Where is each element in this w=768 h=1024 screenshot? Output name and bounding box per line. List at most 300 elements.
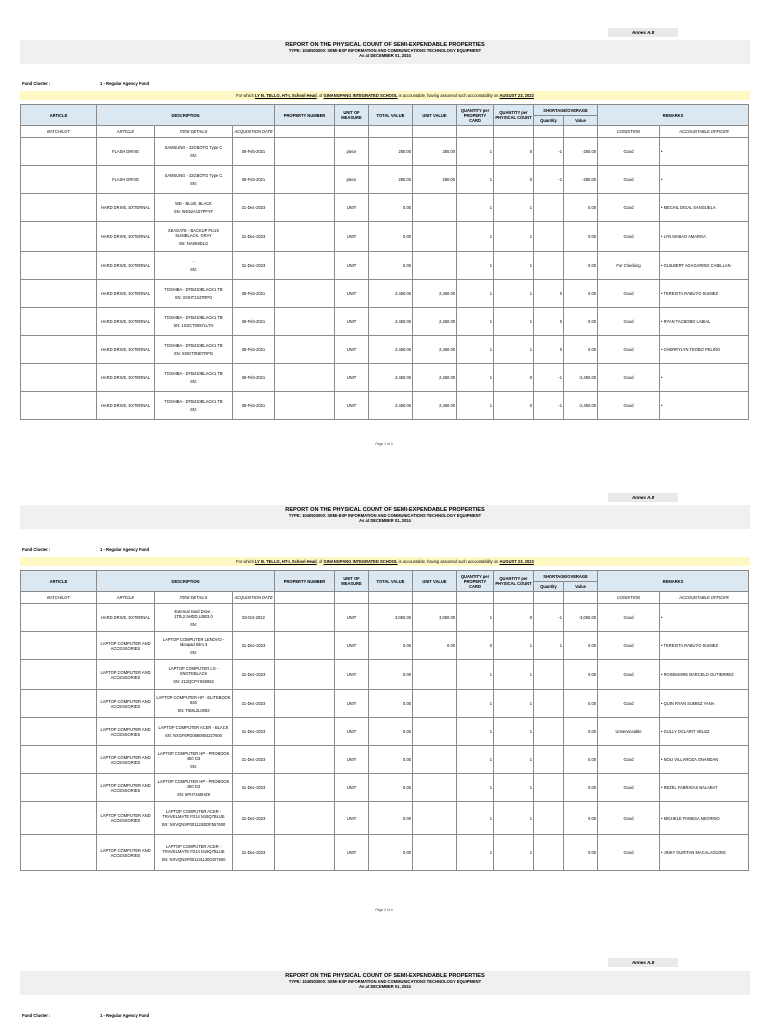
unit-cell: UNIT — [335, 222, 369, 252]
unit-value-cell — [413, 222, 457, 252]
condition-cell: Good — [598, 835, 660, 871]
shortage-qty-cell: 0 — [534, 308, 564, 336]
total-value-cell: 0.00 — [369, 746, 413, 774]
report-header — [20, 40, 750, 64]
shortage-qty-cell: -1 — [534, 392, 564, 420]
report-type: TYPE: 1040503000: SEMI-EXP INFORMATION AND COMMUNICATIONS TECHNOLOGY EQUIPMENT — [288, 513, 482, 518]
shortage-value-cell: -280.00 — [564, 138, 598, 166]
item-details-cell — [155, 746, 233, 774]
col-header-unit-of-measure: UNIT OF MEASURE — [335, 105, 369, 126]
condition-cell: Good — [598, 222, 660, 252]
qty-physical-cell: 1 — [494, 802, 534, 835]
shortage-value-cell: 0.00 — [564, 746, 598, 774]
qty-card-cell: 1 — [457, 690, 494, 718]
condition-cell: Good — [598, 194, 660, 222]
qty-physical-cell: 1 — [494, 280, 534, 308]
col-header-unit-value: UNIT VALUE — [413, 571, 457, 592]
item-name: TOSHIBA - DTB410BLACK1 TB — [164, 343, 223, 348]
article-cell: LAPTOP COMPUTER AND ACCESSORIES — [97, 802, 155, 835]
accountable-officer-cell: • — [660, 166, 749, 194]
qty-physical-cell: 1 — [494, 690, 534, 718]
page-footer: Page 1 of 4 — [375, 442, 393, 446]
item-details-cell — [155, 308, 233, 336]
qty-card-cell: 1 — [457, 392, 494, 420]
condition-cell: Good — [598, 280, 660, 308]
report-date: As at DECEMBER 01, 2024 — [359, 984, 411, 989]
unit-cell: UNIT — [335, 336, 369, 364]
article-cell: HARD DRIVE, EXTERNAL — [97, 308, 155, 336]
col-header-condition: CONDITION — [598, 592, 660, 604]
shortage-qty-cell: -1 — [534, 166, 564, 194]
article-cell: FLASH DRIVE — [97, 166, 155, 194]
shortage-qty-cell — [534, 802, 564, 835]
shortage-qty-cell — [534, 690, 564, 718]
qty-physical-cell: 0 — [494, 392, 534, 420]
acquisition-date-cell: 31-Dec-2023 — [233, 835, 275, 871]
shortage-qty-cell — [534, 718, 564, 746]
property-number-cell — [275, 660, 335, 690]
school-name: GINANGPANG INTEGRATED SCHOOL — [323, 559, 398, 564]
batch-lot-cell — [21, 690, 97, 718]
qty-physical-cell: 1 — [494, 660, 534, 690]
school-name: GINANGPANG INTEGRATED SCHOOL — [323, 93, 398, 98]
qty-physical-cell: 1 — [494, 336, 534, 364]
total-value-cell: 0.00 — [369, 252, 413, 280]
property-number-cell — [275, 604, 335, 632]
serial-number: SN: 212QCPYS56952 — [173, 678, 214, 684]
unit-cell: piece — [335, 138, 369, 166]
item-name: LAPTOP COMPUTER LG - XNOTEBLACK — [168, 665, 219, 676]
shortage-value-cell: 0.00 — [564, 660, 598, 690]
col-header-condition: CONDITION — [598, 126, 660, 138]
total-value-cell: 0.00 — [369, 718, 413, 746]
unit-cell: UNIT — [335, 252, 369, 280]
article-cell: HARD DRIVE, EXTERNAL — [97, 364, 155, 392]
unit-value-cell: 2,450.00 — [413, 364, 457, 392]
col-header-shortage-quantity: Quantity — [534, 582, 564, 592]
unit-cell: UNIT — [335, 660, 369, 690]
condition-cell: Unserviceable — [598, 718, 660, 746]
shortage-qty-cell — [534, 835, 564, 871]
serial-number: SN: T5ML2L0083 — [177, 707, 210, 713]
condition-cell: Good — [598, 166, 660, 194]
qty-physical-cell: 1 — [494, 774, 534, 802]
total-value-cell: 280.00 — [369, 166, 413, 194]
serial-number: SN: — [190, 649, 197, 655]
total-value-cell: 0.00 — [369, 802, 413, 835]
accountable-officer-cell: • — [660, 138, 749, 166]
shortage-value-cell: -3,050.00 — [564, 604, 598, 632]
batch-lot-cell — [21, 166, 97, 194]
serial-number: SN: NXGF6PD0880904227600 — [165, 733, 222, 738]
qty-physical-cell: 0 — [494, 138, 534, 166]
shortage-value-cell: -2,450.00 — [564, 392, 598, 420]
qty-card-cell: 1 — [457, 280, 494, 308]
annex-label: Annex A.8 — [608, 958, 678, 967]
col-header-item-details: ITEM DETAILS — [155, 592, 233, 604]
serial-number: SN: X0IHT1347RPG — [174, 295, 213, 300]
batch-lot-cell — [21, 604, 97, 632]
table-row — [21, 194, 749, 222]
unit-value-cell: 0.00 — [413, 632, 457, 660]
item-name: LAPTOP COMPUTER HP - PROBOOK 450 G3 — [157, 778, 230, 789]
shortage-qty-cell — [534, 194, 564, 222]
serial-number: SN: 5PH7160HZ9 — [177, 791, 210, 797]
property-number-cell — [275, 835, 335, 871]
accountable-officer-cell: • REZEL FABRIGAS BALABAT — [660, 774, 749, 802]
table-row — [21, 604, 749, 632]
qty-physical-cell: 1 — [494, 746, 534, 774]
item-details-cell — [155, 660, 233, 690]
condition-cell: Good — [598, 660, 660, 690]
item-name: LAPTOP COMPUTER HP - ELITEBOOK 840 — [156, 694, 231, 705]
article-cell: HARD DRIVE, EXTERNAL — [97, 604, 155, 632]
property-number-cell — [275, 718, 335, 746]
condition-cell: Good — [598, 774, 660, 802]
unit-value-cell: 2,450.00 — [413, 392, 457, 420]
col-header-description: DESCRIPTION — [97, 105, 275, 126]
report-title: REPORT ON THE PHYSICAL COUNT OF SEMI-EXPENDABLE PROPERTIES — [285, 973, 485, 979]
property-number-cell — [275, 746, 335, 774]
batch-lot-cell — [21, 138, 97, 166]
col-header-unit-value: UNIT VALUE — [413, 105, 457, 126]
batch-lot-cell — [21, 718, 97, 746]
total-value-cell: 280.00 — [369, 138, 413, 166]
acquisition-date-cell: 31-Dec-2023 — [233, 802, 275, 835]
col-header-acquisition-date: ACQUISITION DATE — [233, 592, 275, 604]
table-row — [21, 336, 749, 364]
article-cell: HARD DRIVE, EXTERNAL — [97, 194, 155, 222]
batch-lot-cell — [21, 802, 97, 835]
acquisition-date-cell: 31-Dec-2023 — [233, 222, 275, 252]
shortage-qty-cell — [534, 222, 564, 252]
item-details-cell — [155, 604, 233, 632]
total-value-cell: 0.00 — [369, 774, 413, 802]
acquisition-date-cell: 31-Dec-2023 — [233, 660, 275, 690]
acquisition-date-cell: 08-Feb-2021 — [233, 336, 275, 364]
item-details-cell — [155, 392, 233, 420]
acquisition-date-cell: 31-Dec-2023 — [233, 194, 275, 222]
table-row — [21, 746, 749, 774]
acquisition-date-cell: 31-Dec-2023 — [233, 718, 275, 746]
item-details-cell — [155, 364, 233, 392]
unit-value-cell — [413, 690, 457, 718]
batch-lot-cell — [21, 308, 97, 336]
item-details-cell — [155, 252, 233, 280]
item-details-cell — [155, 336, 233, 364]
qty-physical-cell: 0 — [494, 364, 534, 392]
acquisition-date-cell: 31-Dec-2023 — [233, 774, 275, 802]
property-number-cell — [275, 222, 335, 252]
unit-value-cell: 2,450.00 — [413, 280, 457, 308]
report-type: TYPE: 1040503000: SEMI-EXP INFORMATION AND COMMUNICATIONS TECHNOLOGY EQUIPMENT — [288, 48, 482, 53]
unit-cell: piece — [335, 166, 369, 194]
total-value-cell: 2,450.00 — [369, 364, 413, 392]
accountable-officer-cell: • LYN MABAO AMARGA — [660, 222, 749, 252]
property-number-cell — [275, 194, 335, 222]
accountable-officer-cell: • GULLY OCLARIT VELEZ — [660, 718, 749, 746]
col-header-article-sub: ARTICLE — [97, 592, 155, 604]
batch-lot-cell — [21, 336, 97, 364]
report-table — [20, 570, 749, 871]
accountable-officer-cell: • — [660, 392, 749, 420]
article-cell: LAPTOP COMPUTER AND ACCESSORIES — [97, 690, 155, 718]
col-header-batch-lot: BATCH/LOT — [21, 592, 97, 604]
article-cell: HARD DRIVE, EXTERNAL — [97, 392, 155, 420]
accountable-officer-cell: • MICHELE PAMESA NEGRINO — [660, 802, 749, 835]
item-name: LAPTOP COMPUTER ACER - TRAVELMATE P214 N19Q7BLUE — [162, 843, 225, 854]
batch-lot-cell — [21, 660, 97, 690]
total-value-cell: 2,450.00 — [369, 392, 413, 420]
shortage-qty-cell — [534, 746, 564, 774]
qty-card-cell: 1 — [457, 835, 494, 871]
total-value-cell: 0.00 — [369, 660, 413, 690]
unit-cell: UNIT — [335, 835, 369, 871]
batch-lot-cell — [21, 632, 97, 660]
total-value-cell: 0.00 — [369, 194, 413, 222]
total-value-cell: 0.00 — [369, 835, 413, 871]
item-name: SEAGATE - BACKUP PLUS SLIMBLACK, GRAY — [167, 227, 220, 238]
item-details-cell — [155, 194, 233, 222]
article-cell: LAPTOP COMPUTER AND ACCESSORIES — [97, 746, 155, 774]
table-row — [21, 364, 749, 392]
article-cell: FLASH DRIVE — [97, 138, 155, 166]
property-number-cell — [275, 774, 335, 802]
condition-cell: Good — [598, 802, 660, 835]
item-name: TOSHIBA - DTB410BLACK1 TB — [164, 399, 223, 404]
col-header-shortage-overage: SHORTAGE/OVERAGE — [534, 571, 598, 582]
col-header-article: ARTICLE — [21, 571, 97, 592]
property-number-cell — [275, 252, 335, 280]
serial-number: SN: — [190, 379, 197, 384]
batch-lot-cell — [21, 280, 97, 308]
unit-value-cell: 2,450.00 — [413, 336, 457, 364]
shortage-value-cell: 0.00 — [564, 835, 598, 871]
col-header-unit-of-measure: UNIT OF MEASURE — [335, 571, 369, 592]
table-row — [21, 392, 749, 420]
total-value-cell: 2,450.00 — [369, 280, 413, 308]
item-name: - — [192, 259, 195, 264]
col-header-accountable-officer: ACCOUNTABLE OFFICER — [660, 592, 749, 604]
condition-cell: Good — [598, 604, 660, 632]
col-header-qty-property-card: QUANTITY per PROPERTY CARD — [457, 105, 494, 126]
condition-cell: Good — [598, 364, 660, 392]
col-header-qty-physical-count: QUANTITY per PHYSICAL COUNT — [494, 105, 534, 126]
item-details-cell — [155, 690, 233, 718]
item-details-cell — [155, 835, 233, 871]
item-details-cell — [155, 802, 233, 835]
accountable-officer-cell: • — [660, 604, 749, 632]
item-name: SAMSUNG - 32GBOTG Type C — [164, 173, 223, 178]
qty-physical-cell: 1 — [494, 308, 534, 336]
unit-cell: UNIT — [335, 280, 369, 308]
property-number-cell — [275, 364, 335, 392]
accountable-officer-cell: • TERESITA RABUYO SUMIEZ — [660, 632, 749, 660]
shortage-qty-cell: 0 — [534, 280, 564, 308]
item-name: TOSHIBA - DTB410BLACK1 TB — [164, 315, 223, 320]
item-details-cell — [155, 774, 233, 802]
accountability-statement: For which LY B. TELLO, HT-I, School Head, of GINANGPANG INTEGRATED SCHOOL is accountable, having assumed such accountability on AUGUST 23, 2022 — [20, 91, 750, 100]
unit-cell: UNIT — [335, 632, 369, 660]
property-number-cell — [275, 308, 335, 336]
qty-card-cell: 1 — [457, 718, 494, 746]
accountable-officer-cell: • NOLI VILLAROZA ONANDAN — [660, 746, 749, 774]
qty-physical-cell: 1 — [494, 194, 534, 222]
table-row — [21, 280, 749, 308]
qty-physical-cell: 1 — [494, 632, 534, 660]
unit-cell: UNIT — [335, 746, 369, 774]
property-number-cell — [275, 166, 335, 194]
item-name: LAPTOP COMPUTER ACER - BLACK — [158, 725, 229, 730]
article-cell: LAPTOP COMPUTER AND ACCESSORIES — [97, 835, 155, 871]
shortage-value-cell: 0.00 — [564, 308, 598, 336]
property-number-cell — [275, 280, 335, 308]
col-header-description: DESCRIPTION — [97, 571, 275, 592]
serial-number: SN: WX52A107PFYF — [173, 209, 214, 214]
table-row — [21, 308, 749, 336]
condition-cell: Good — [598, 138, 660, 166]
acquisition-date-cell: 03-Oct-2022 — [233, 604, 275, 632]
unit-value-cell — [413, 660, 457, 690]
shortage-value-cell: 0.00 — [564, 336, 598, 364]
unit-value-cell: 280.00 — [413, 166, 457, 194]
shortage-qty-cell: -1 — [534, 604, 564, 632]
annex-label: Annex A.8 — [608, 28, 678, 37]
qty-card-cell: 0 — [457, 632, 494, 660]
report-type: TYPE: 1040503000: SEMI-EXP INFORMATION AND COMMUNICATIONS TECHNOLOGY EQUIPMENT — [288, 979, 482, 984]
unit-cell: UNIT — [335, 194, 369, 222]
unit-value-cell: 280.00 — [413, 138, 457, 166]
col-header-property-number: PROPERTY NUMBER — [275, 105, 335, 126]
shortage-qty-cell: -1 — [534, 138, 564, 166]
col-header-shortage-overage: SHORTAGE/OVERAGE — [534, 105, 598, 116]
unit-cell: UNIT — [335, 308, 369, 336]
shortage-value-cell: -2,450.00 — [564, 364, 598, 392]
shortage-qty-cell — [534, 660, 564, 690]
article-cell: HARD DRIVE, EXTERNAL — [97, 252, 155, 280]
accountability-date: AUGUST 23, 2022 — [499, 93, 534, 98]
acquisition-date-cell: 08-Feb-2021 — [233, 166, 275, 194]
fund-cluster — [20, 80, 750, 88]
condition-cell: Good — [598, 392, 660, 420]
qty-physical-cell: 1 — [494, 252, 534, 280]
accountable-officer-cell: • MECHIL DIGAL SANGUELA — [660, 194, 749, 222]
qty-card-cell: 1 — [457, 194, 494, 222]
table-row — [21, 632, 749, 660]
item-details-cell — [155, 632, 233, 660]
unit-cell: UNIT — [335, 364, 369, 392]
qty-physical-cell: 0 — [494, 166, 534, 194]
total-value-cell: 2,450.00 — [369, 308, 413, 336]
serial-number: SN: NA8K8DLG — [178, 240, 209, 246]
serial-number: SN: — [190, 153, 197, 158]
serial-number: SN: NXVQNSP0011311300427600 — [161, 856, 226, 862]
total-value-cell: 2,450.00 — [369, 336, 413, 364]
col-header-property-number: PROPERTY NUMBER — [275, 571, 335, 592]
item-name: TOSHIBA - DTB410BLACK1 TB — [164, 287, 223, 292]
shortage-qty-cell — [534, 774, 564, 802]
serial-number: SN: — [190, 407, 197, 412]
col-header-article: ARTICLE — [21, 105, 97, 126]
shortage-value-cell: 0.00 — [564, 252, 598, 280]
accountable-officer-cell: • RYAN TACBOBO LABIAL — [660, 308, 749, 336]
serial-number: SN: — [190, 181, 197, 186]
item-name: WD - BLUE, BLACK — [175, 201, 212, 206]
accountable-officer-cell: • GUILBERT AGAGARING CABILLAN — [660, 252, 749, 280]
item-details-cell — [155, 166, 233, 194]
accountable-officer-cell: • JINKY GURITAN MACALAGUING — [660, 835, 749, 871]
fund-cluster-label: Fund Cluster : — [22, 81, 51, 86]
serial-number: SN: — [190, 763, 197, 769]
col-header-accountable-officer: ACCOUNTABLE OFFICER — [660, 126, 749, 138]
annex-label: Annex A.8 — [608, 493, 678, 502]
table-row — [21, 774, 749, 802]
shortage-value-cell: 0.00 — [564, 280, 598, 308]
item-details-cell — [155, 718, 233, 746]
acquisition-date-cell: 08-Feb-2021 — [233, 280, 275, 308]
unit-value-cell — [413, 835, 457, 871]
serial-number: SN: — [190, 267, 197, 272]
qty-physical-cell: 1 — [494, 718, 534, 746]
fund-cluster-value: 1 - Regular Agency Fund — [100, 547, 150, 552]
acquisition-date-cell: 08-Feb-2021 — [233, 364, 275, 392]
item-details-cell — [155, 280, 233, 308]
qty-card-cell: 1 — [457, 336, 494, 364]
unit-cell: UNIT — [335, 802, 369, 835]
total-value-cell: 0.00 — [369, 690, 413, 718]
unit-value-cell: 3,050.00 — [413, 604, 457, 632]
item-name: SAMSUNG - 32GBOTG Type C — [164, 145, 223, 150]
unit-cell: UNIT — [335, 774, 369, 802]
total-value-cell: 0.00 — [369, 222, 413, 252]
property-number-cell — [275, 336, 335, 364]
table-row — [21, 222, 749, 252]
qty-card-cell: 1 — [457, 774, 494, 802]
qty-card-cell: 1 — [457, 252, 494, 280]
accountable-officer-cell: • TERESITA RABUYO SUMIEZ — [660, 280, 749, 308]
property-number-cell — [275, 392, 335, 420]
report-title: REPORT ON THE PHYSICAL COUNT OF SEMI-EXPENDABLE PROPERTIES — [285, 42, 485, 48]
property-number-cell — [275, 802, 335, 835]
accountable-officer-name: LY B. TELLO, HT-I, School Head — [255, 559, 317, 564]
page-footer: Page 2 of 4 — [375, 908, 393, 912]
shortage-value-cell: 0.00 — [564, 718, 598, 746]
unit-value-cell — [413, 252, 457, 280]
fund-cluster-value: 1 - Regular Agency Fund — [100, 1013, 150, 1018]
report-title: REPORT ON THE PHYSICAL COUNT OF SEMI-EXPENDABLE PROPERTIES — [285, 507, 485, 513]
report-date: As at DECEMBER 01, 2024 — [359, 53, 411, 58]
shortage-value-cell: 0.00 — [564, 690, 598, 718]
article-cell: LAPTOP COMPUTER AND ACCESSORIES — [97, 660, 155, 690]
qty-card-cell: 1 — [457, 746, 494, 774]
article-cell: HARD DRIVE, EXTERNAL — [97, 222, 155, 252]
condition-cell: Good — [598, 690, 660, 718]
col-header-acquisition-date: ACQUISITION DATE — [233, 126, 275, 138]
table-row — [21, 690, 749, 718]
property-number-cell — [275, 632, 335, 660]
total-value-cell: 0.00 — [369, 632, 413, 660]
qty-card-cell: 1 — [457, 802, 494, 835]
unit-cell: UNIT — [335, 392, 369, 420]
unit-value-cell — [413, 718, 457, 746]
accountable-officer-cell: • — [660, 364, 749, 392]
accountable-officer-cell: • ROSEMARIE BARCELO GUTIERREZ — [660, 660, 749, 690]
condition-cell: For Checking — [598, 252, 660, 280]
accountable-officer-cell: • QUIN RYAN SUMIEZ YANA — [660, 690, 749, 718]
shortage-qty-cell — [534, 252, 564, 280]
batch-lot-cell — [21, 392, 97, 420]
unit-value-cell — [413, 802, 457, 835]
